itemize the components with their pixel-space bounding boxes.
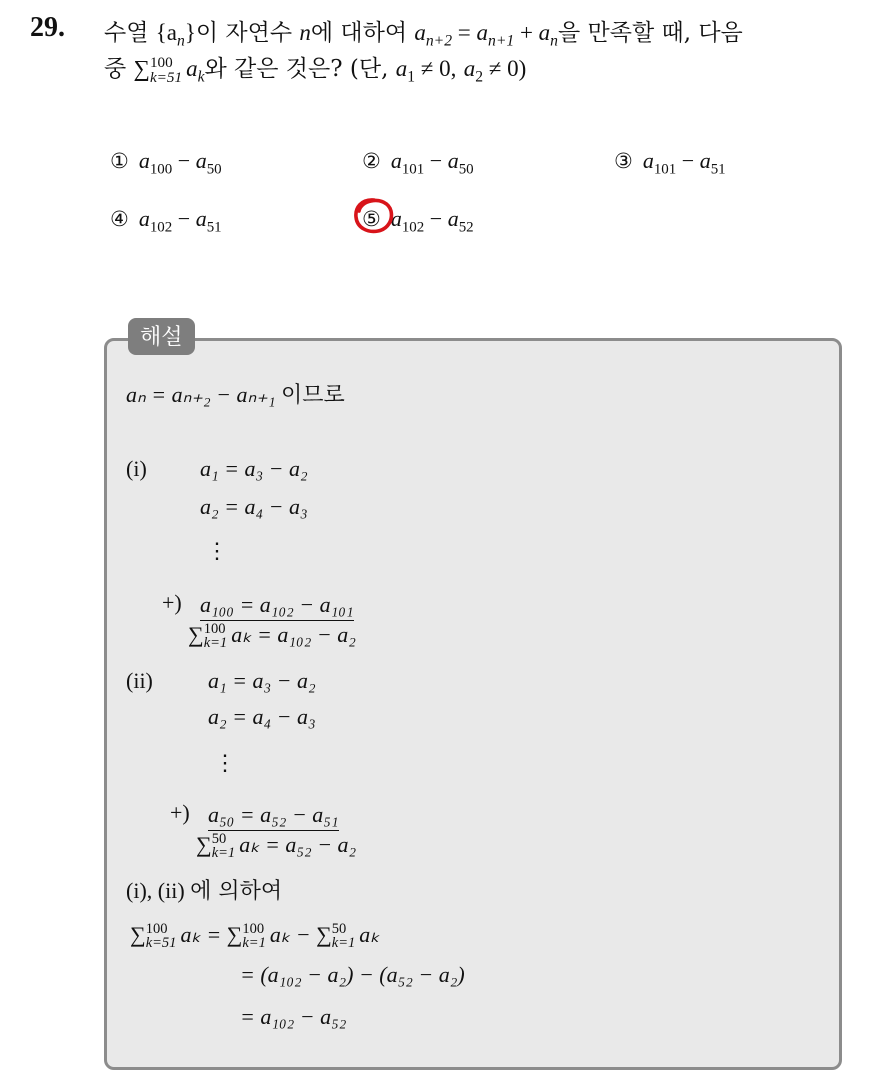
condition-a1: $a_1 \ne 0$, xyxy=(395,56,457,86)
question-line-2 xyxy=(104,50,526,87)
question-text: 이 자연수 xyxy=(195,20,293,46)
intro-text: 이므로 xyxy=(281,383,345,408)
choice-2[interactable]: ② $a_{101} - a_{50}$ xyxy=(362,148,474,178)
question-line-1 xyxy=(104,14,743,51)
question-number: 29. xyxy=(30,12,65,43)
intro-expression: aₙ = aₙ₊₂ − aₙ₊₁ xyxy=(126,382,276,407)
conclusion-line: (i), (ii) 에 의하여 xyxy=(126,878,283,904)
choice-5[interactable]: ⑤ $a_{102} - a_{52}$ xyxy=(362,206,474,236)
question-text: 수열 xyxy=(104,20,149,46)
choice-3[interactable]: ③ $a_{101} - a_{51}$ xyxy=(614,148,726,178)
final-line-2: = (a₁₀₂ − a₂) − (a₅₂ − a₂) xyxy=(240,962,465,987)
solution-tag: 해설 xyxy=(128,318,195,355)
choice-5-marker: ⑤ xyxy=(362,207,381,231)
final-line-3: = a₁₀₂ − a₅₂ xyxy=(240,1004,347,1029)
sequence-notation: $\{a_n\}$ xyxy=(155,20,196,50)
case-2-sum: ∑ 50 k=1 aₖ = a₅₂ − a₂ xyxy=(196,831,357,861)
case-1-sum: ∑ 100 k=1 aₖ = a₁₀₂ − a₂ xyxy=(188,621,356,651)
choice-4-marker: ④ xyxy=(110,207,129,231)
choice-2-marker: ② xyxy=(362,149,381,173)
variable-n: n xyxy=(299,20,311,45)
selection-circle-mark xyxy=(352,196,396,236)
case-2-line-2: a₂ = a₄ − a₃ xyxy=(208,704,316,729)
case-1-label: (i) xyxy=(126,456,147,481)
choice-1[interactable]: ① $a_{100} - a_{50}$ xyxy=(110,148,222,178)
question-text: 와 같은 것은? (단, xyxy=(204,56,389,82)
case-2-vdots: ⋮ xyxy=(214,750,236,775)
case-1-line-1: a₁ = a₃ − a₂ xyxy=(200,456,308,481)
question-text: 에 대하여 xyxy=(310,20,408,46)
case-1-last-line: a₁₀₀ = a₁₀₂ − a₁₀₁ xyxy=(200,592,354,621)
condition-a2: $a_2 \ne 0$) xyxy=(463,56,527,86)
choice-3-marker: ③ xyxy=(614,149,633,173)
case-1-vdots: ⋮ xyxy=(206,538,228,563)
question-text: 을 만족할 때, 다음 xyxy=(557,20,743,46)
case-2-plus: +) xyxy=(170,800,190,825)
case-1-plus: +) xyxy=(162,590,182,615)
choice-1-marker: ① xyxy=(110,149,129,173)
case-2-last-line: a₅₀ = a₅₂ − a₅₁ xyxy=(208,802,339,831)
case-1-line-2: a₂ = a₄ − a₃ xyxy=(200,494,308,519)
final-line-1: ∑ 100 k=51 aₖ = ∑ 100 k=1 aₖ − ∑ 50 k=1 aₖ xyxy=(130,921,380,951)
case-2-line-1: a₁ = a₃ − a₂ xyxy=(208,668,316,693)
summation-expression: ∑ 100 k=51 $a_k$ xyxy=(133,54,205,86)
solution-intro xyxy=(126,378,345,409)
question-text: 중 xyxy=(104,56,127,82)
case-2-label: (ii) xyxy=(126,668,153,693)
recurrence-relation: $a_{n+2} = a_{n+1} + a_n$ xyxy=(414,20,558,50)
choice-4[interactable]: ④ $a_{102} - a_{51}$ xyxy=(110,206,222,236)
